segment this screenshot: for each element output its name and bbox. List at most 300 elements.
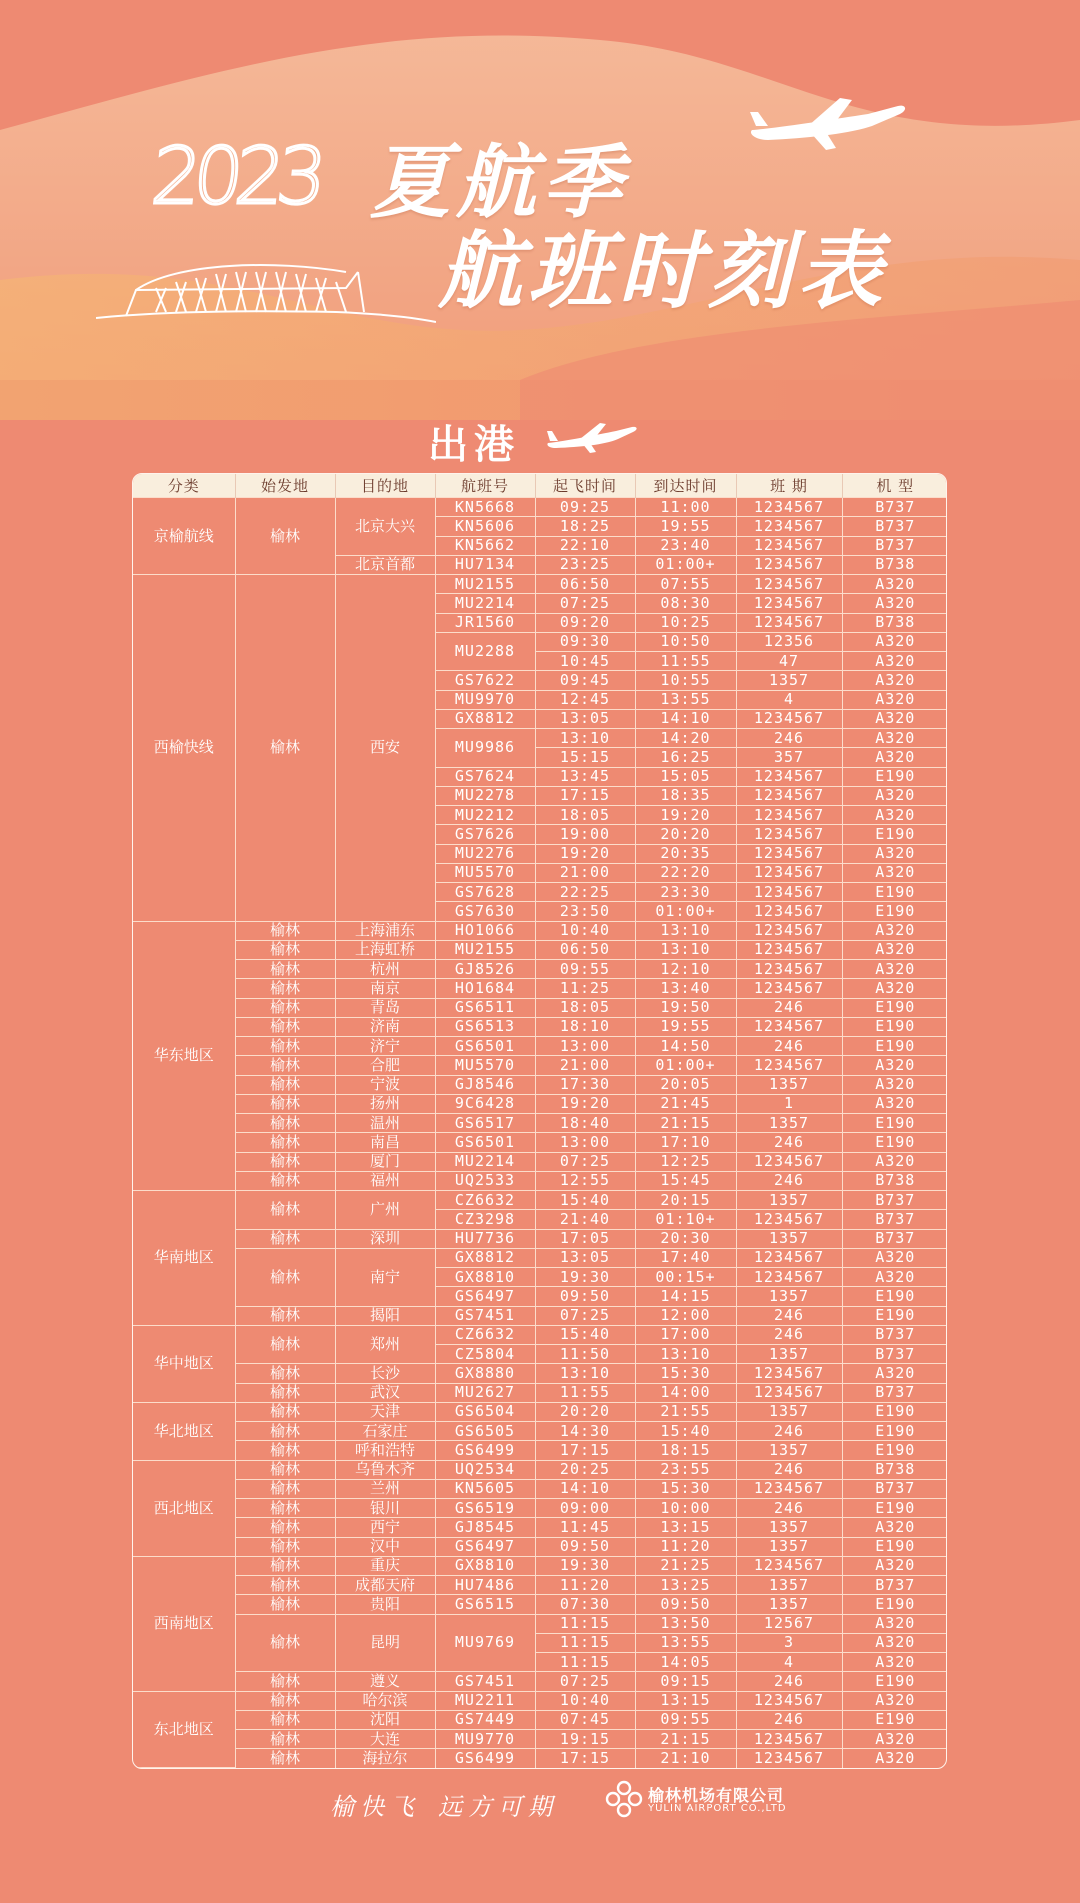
schedule-days-cell: 246 <box>736 1499 842 1518</box>
flight-row <box>133 1094 947 1113</box>
flight-number-cell: GX8810 <box>435 1556 535 1575</box>
arrival-time-cell: 01:00+ <box>635 1056 736 1075</box>
schedule-days-cell: 1234567 <box>736 1364 842 1383</box>
aircraft-type-cell: A320 <box>842 1556 947 1575</box>
aircraft-type-cell: B738 <box>842 1460 947 1479</box>
schedule-days-cell: 47 <box>736 652 842 671</box>
flight-number-cell: GS6497 <box>435 1537 535 1556</box>
origin-cell: 榆林 <box>235 1325 335 1364</box>
departure-time-cell: 17:15 <box>535 786 635 805</box>
arrival-time-cell: 11:55 <box>635 652 736 671</box>
origin-cell: 榆林 <box>235 1499 335 1518</box>
schedule-days-cell: 1 <box>736 1094 842 1113</box>
flight-number-cell: MU2155 <box>435 575 535 594</box>
flight-number-cell: MU2211 <box>435 1691 535 1710</box>
flight-number-cell: MU2155 <box>435 940 535 959</box>
origin-cell: 榆林 <box>235 1422 335 1441</box>
aircraft-type-cell: A320 <box>842 1653 947 1672</box>
table-header-row <box>133 474 947 498</box>
schedule-days-cell: 1234567 <box>736 1152 842 1171</box>
title-season: 夏航季 <box>370 136 628 229</box>
destination-cell: 海拉尔 <box>335 1749 435 1768</box>
schedule-days-cell: 3 <box>736 1633 842 1652</box>
arrival-time-cell: 10:25 <box>635 613 736 632</box>
destination-cell: 扬州 <box>335 1094 435 1113</box>
destination-cell: 上海虹桥 <box>335 940 435 959</box>
flight-number-cell: GX8812 <box>435 709 535 728</box>
flight-number-cell: GS6517 <box>435 1114 535 1133</box>
destination-cell: 深圳 <box>335 1229 435 1248</box>
schedule-days-cell: 1357 <box>736 1191 842 1210</box>
arrival-time-cell: 10:00 <box>635 1499 736 1518</box>
aircraft-type-cell: A320 <box>842 863 947 882</box>
flight-number-cell: CZ3298 <box>435 1210 535 1229</box>
departure-time-cell: 14:30 <box>535 1422 635 1441</box>
aircraft-type-cell: B738 <box>842 555 947 574</box>
destination-cell: 南宁 <box>335 1248 435 1306</box>
origin-cell: 榆林 <box>235 1441 335 1460</box>
flight-number-cell: GS7624 <box>435 767 535 786</box>
flight-number-cell: GS6499 <box>435 1749 535 1768</box>
schedule-days-cell: 1234567 <box>736 1017 842 1036</box>
aircraft-type-cell: A320 <box>842 632 947 651</box>
flight-number-cell: GJ8546 <box>435 1075 535 1094</box>
arrival-time-cell: 23:40 <box>635 536 736 555</box>
arrival-time-cell: 19:50 <box>635 998 736 1017</box>
departure-time-cell: 15:15 <box>535 748 635 767</box>
arrival-time-cell: 01:00+ <box>635 902 736 921</box>
arrival-time-cell: 15:05 <box>635 767 736 786</box>
arrival-time-cell: 07:55 <box>635 575 736 594</box>
destination-cell: 石家庄 <box>335 1422 435 1441</box>
flight-number-cell: JR1560 <box>435 613 535 632</box>
origin-cell: 榆林 <box>235 1075 335 1094</box>
aircraft-type-cell: A320 <box>842 921 947 940</box>
aircraft-type-cell: B737 <box>842 1576 947 1595</box>
departure-time-cell: 23:25 <box>535 555 635 574</box>
arrival-time-cell: 15:30 <box>635 1479 736 1498</box>
departure-time-cell: 20:20 <box>535 1402 635 1421</box>
departure-time-cell: 10:45 <box>535 652 635 671</box>
flight-number-cell: GJ8545 <box>435 1518 535 1537</box>
departure-time-cell: 14:10 <box>535 1479 635 1498</box>
flight-number-cell: HU7736 <box>435 1229 535 1248</box>
destination-cell: 宁波 <box>335 1075 435 1094</box>
header-category: 分类 <box>133 474 235 498</box>
destination-cell: 昆明 <box>335 1614 435 1672</box>
departure-time-cell: 15:40 <box>535 1325 635 1344</box>
flight-number-cell: GS6497 <box>435 1287 535 1306</box>
origin-cell: 榆林 <box>235 1114 335 1133</box>
schedule-days-cell: 1234567 <box>736 1268 842 1287</box>
flight-number-cell: MU5570 <box>435 1056 535 1075</box>
aircraft-type-cell: A320 <box>842 729 947 748</box>
departure-time-cell: 18:40 <box>535 1114 635 1133</box>
schedule-days-cell: 246 <box>736 1325 842 1344</box>
destination-cell: 南昌 <box>335 1133 435 1152</box>
arrival-time-cell: 08:30 <box>635 594 736 613</box>
flight-number-cell: KN5605 <box>435 1479 535 1498</box>
destination-cell: 温州 <box>335 1114 435 1133</box>
schedule-days-cell: 1357 <box>736 671 842 690</box>
schedule-days-cell: 1234567 <box>736 1691 842 1710</box>
arrival-time-cell: 16:25 <box>635 748 736 767</box>
origin-cell: 榆林 <box>235 979 335 998</box>
departure-time-cell: 13:10 <box>535 729 635 748</box>
arrival-time-cell: 09:15 <box>635 1672 736 1691</box>
flight-number-cell: GS6513 <box>435 1017 535 1036</box>
aircraft-type-cell: A320 <box>842 1248 947 1267</box>
origin-cell: 榆林 <box>235 1152 335 1171</box>
departure-time-cell: 11:50 <box>535 1345 635 1364</box>
category-cell: 华南地区 <box>133 1191 235 1326</box>
departure-time-cell: 12:45 <box>535 690 635 709</box>
departure-time-cell: 09:55 <box>535 960 635 979</box>
origin-cell: 榆林 <box>235 1518 335 1537</box>
departure-time-cell: 18:05 <box>535 998 635 1017</box>
origin-cell: 榆林 <box>235 1710 335 1729</box>
flight-number-cell: GS7451 <box>435 1306 535 1325</box>
flight-row <box>133 1422 947 1441</box>
destination-cell: 厦门 <box>335 1152 435 1171</box>
aircraft-type-cell: A320 <box>842 786 947 805</box>
origin-cell: 榆林 <box>235 1749 335 1768</box>
destination-cell: 汉中 <box>335 1537 435 1556</box>
arrival-time-cell: 21:25 <box>635 1556 736 1575</box>
arrival-time-cell: 20:15 <box>635 1191 736 1210</box>
flight-row <box>133 1191 947 1210</box>
flight-row <box>133 1325 947 1344</box>
departure-time-cell: 22:10 <box>535 536 635 555</box>
aircraft-type-cell: E190 <box>842 1306 947 1325</box>
arrival-time-cell: 09:50 <box>635 1595 736 1614</box>
destination-cell: 银川 <box>335 1499 435 1518</box>
schedule-days-cell: 246 <box>736 1133 842 1152</box>
footer-slogan-part2: 远方可期 <box>438 1793 558 1821</box>
departure-time-cell: 13:00 <box>535 1037 635 1056</box>
flight-row <box>133 1518 947 1537</box>
title-timetable: 航班时刻表 <box>438 222 889 320</box>
aircraft-type-cell: E190 <box>842 1672 947 1691</box>
departure-time-cell: 19:00 <box>535 825 635 844</box>
destination-cell: 杭州 <box>335 960 435 979</box>
flight-row <box>133 1479 947 1498</box>
terminal-building-illustration <box>96 232 436 332</box>
destination-cell: 济宁 <box>335 1037 435 1056</box>
aircraft-type-cell: A320 <box>842 690 947 709</box>
arrival-time-cell: 01:00+ <box>635 555 736 574</box>
flight-timetable <box>132 473 947 1769</box>
aircraft-type-cell: B737 <box>842 1479 947 1498</box>
flight-row <box>133 921 947 940</box>
schedule-days-cell: 1234567 <box>736 883 842 902</box>
departure-time-cell: 18:05 <box>535 806 635 825</box>
arrival-time-cell: 17:40 <box>635 1248 736 1267</box>
departure-time-cell: 09:00 <box>535 1499 635 1518</box>
origin-cell: 榆林 <box>235 498 335 575</box>
aircraft-type-cell: A320 <box>842 1518 947 1537</box>
origin-cell: 榆林 <box>235 1479 335 1498</box>
schedule-days-cell: 1234567 <box>736 1248 842 1267</box>
aircraft-type-cell: B737 <box>842 1325 947 1344</box>
aircraft-type-cell: E190 <box>842 1017 947 1036</box>
departure-time-cell: 17:15 <box>535 1441 635 1460</box>
destination-cell: 济南 <box>335 1017 435 1036</box>
flight-row <box>133 1017 947 1036</box>
flight-number-cell: HO1684 <box>435 979 535 998</box>
destination-cell: 成都天府 <box>335 1576 435 1595</box>
flight-row <box>133 1749 947 1768</box>
flight-number-cell: GS6505 <box>435 1422 535 1441</box>
departure-time-cell: 07:25 <box>535 1152 635 1171</box>
category-cell: 京榆航线 <box>133 498 235 575</box>
schedule-days-cell: 1234567 <box>736 863 842 882</box>
flight-number-cell: MU2212 <box>435 806 535 825</box>
flight-number-cell: GS6501 <box>435 1133 535 1152</box>
flight-row <box>133 1556 947 1575</box>
departure-time-cell: 21:40 <box>535 1210 635 1229</box>
flight-row <box>133 1075 947 1094</box>
aircraft-type-cell: A320 <box>842 1152 947 1171</box>
flight-row <box>133 998 947 1017</box>
category-cell: 华中地区 <box>133 1325 235 1402</box>
destination-cell: 呼和浩特 <box>335 1441 435 1460</box>
departure-time-cell: 11:55 <box>535 1383 635 1402</box>
schedule-days-cell: 1234567 <box>736 1210 842 1229</box>
departure-time-cell: 10:40 <box>535 921 635 940</box>
schedule-days-cell: 12567 <box>736 1614 842 1633</box>
arrival-time-cell: 20:30 <box>635 1229 736 1248</box>
departure-time-cell: 19:30 <box>535 1556 635 1575</box>
schedule-days-cell: 1234567 <box>736 517 842 536</box>
flight-number-cell: GS7628 <box>435 883 535 902</box>
arrival-time-cell: 10:50 <box>635 632 736 651</box>
flight-number-cell: MU2278 <box>435 786 535 805</box>
flight-number-cell: MU2214 <box>435 1152 535 1171</box>
header-origin: 始发地 <box>235 474 335 498</box>
schedule-days-cell: 246 <box>736 1171 842 1190</box>
origin-cell: 榆林 <box>235 575 335 922</box>
departure-time-cell: 20:25 <box>535 1460 635 1479</box>
flight-number-cell: GS6511 <box>435 998 535 1017</box>
departure-time-cell: 09:25 <box>535 498 635 517</box>
aircraft-type-cell: A320 <box>842 806 947 825</box>
departure-time-cell: 21:00 <box>535 863 635 882</box>
schedule-days-cell: 1234567 <box>736 498 842 517</box>
aircraft-type-cell: B737 <box>842 1210 947 1229</box>
flight-row <box>133 1306 947 1325</box>
origin-cell: 榆林 <box>235 1614 335 1672</box>
destination-cell: 上海浦东 <box>335 921 435 940</box>
arrival-time-cell: 10:55 <box>635 671 736 690</box>
destination-cell: 遵义 <box>335 1672 435 1691</box>
arrival-time-cell: 21:55 <box>635 1402 736 1421</box>
aircraft-type-cell: A320 <box>842 1691 947 1710</box>
schedule-days-cell: 1234567 <box>736 979 842 998</box>
timetable-table <box>133 474 947 1768</box>
timetable-body <box>133 498 947 1768</box>
aircraft-type-cell: A320 <box>842 1614 947 1633</box>
aircraft-type-cell: B737 <box>842 1345 947 1364</box>
origin-cell: 榆林 <box>235 921 335 940</box>
aircraft-type-cell: B738 <box>842 1171 947 1190</box>
departure-time-cell: 19:30 <box>535 1268 635 1287</box>
flight-row <box>133 1171 947 1190</box>
arrival-time-cell: 22:20 <box>635 863 736 882</box>
flight-number-cell: MU2288 <box>435 632 535 671</box>
schedule-days-cell: 246 <box>736 1672 842 1691</box>
flight-number-cell: HU7486 <box>435 1576 535 1595</box>
flight-row <box>133 1056 947 1075</box>
arrival-time-cell: 15:40 <box>635 1422 736 1441</box>
aircraft-type-cell: E190 <box>842 902 947 921</box>
schedule-days-cell: 1234567 <box>736 825 842 844</box>
destination-cell: 南京 <box>335 979 435 998</box>
header-destination: 目的地 <box>335 474 435 498</box>
arrival-time-cell: 09:55 <box>635 1710 736 1729</box>
schedule-days-cell: 1357 <box>736 1402 842 1421</box>
arrival-time-cell: 13:10 <box>635 940 736 959</box>
footer-slogan-part1: 榆快飞 <box>330 1793 420 1821</box>
schedule-days-cell: 1234567 <box>736 786 842 805</box>
aircraft-type-cell: A320 <box>842 1749 947 1768</box>
schedule-days-cell: 1234567 <box>736 806 842 825</box>
aircraft-type-cell: A320 <box>842 1094 947 1113</box>
flight-number-cell: MU9986 <box>435 729 535 768</box>
flight-row <box>133 1614 947 1633</box>
departure-time-cell: 19:20 <box>535 1094 635 1113</box>
departure-time-cell: 18:25 <box>535 517 635 536</box>
flight-row <box>133 1037 947 1056</box>
flight-number-cell: GS7626 <box>435 825 535 844</box>
origin-cell: 榆林 <box>235 1037 335 1056</box>
schedule-days-cell: 1234567 <box>736 575 842 594</box>
flight-number-cell: UQ2533 <box>435 1171 535 1190</box>
flight-number-cell: MU9770 <box>435 1730 535 1749</box>
destination-cell: 北京首都 <box>335 555 435 574</box>
flight-row <box>133 1152 947 1171</box>
departure-time-cell: 10:40 <box>535 1691 635 1710</box>
arrival-time-cell: 12:10 <box>635 960 736 979</box>
origin-cell: 榆林 <box>235 1537 335 1556</box>
arrival-time-cell: 01:10+ <box>635 1210 736 1229</box>
schedule-days-cell: 1234567 <box>736 1749 842 1768</box>
flight-number-cell: HO1066 <box>435 921 535 940</box>
aircraft-type-cell: B737 <box>842 517 947 536</box>
flight-row <box>133 575 947 594</box>
destination-cell: 合肥 <box>335 1056 435 1075</box>
flight-row <box>133 1441 947 1460</box>
flight-number-cell: GS6519 <box>435 1499 535 1518</box>
aircraft-type-cell: E190 <box>842 1441 947 1460</box>
arrival-time-cell: 19:20 <box>635 806 736 825</box>
arrival-time-cell: 15:45 <box>635 1171 736 1190</box>
flight-number-cell: 9C6428 <box>435 1094 535 1113</box>
flight-number-cell: GS6499 <box>435 1441 535 1460</box>
aircraft-type-cell: A320 <box>842 940 947 959</box>
origin-cell: 榆林 <box>235 998 335 1017</box>
flight-row <box>133 1114 947 1133</box>
arrival-time-cell: 23:30 <box>635 883 736 902</box>
aircraft-type-cell: A320 <box>842 709 947 728</box>
flight-number-cell: KN5668 <box>435 498 535 517</box>
schedule-days-cell: 246 <box>736 998 842 1017</box>
flight-row <box>133 1730 947 1749</box>
schedule-days-cell: 12356 <box>736 632 842 651</box>
aircraft-type-cell: B737 <box>842 1229 947 1248</box>
header-departure-time: 起飞时间 <box>535 474 635 498</box>
arrival-time-cell: 13:50 <box>635 1614 736 1633</box>
origin-cell: 榆林 <box>235 1248 335 1306</box>
aircraft-type-cell: E190 <box>842 883 947 902</box>
schedule-days-cell: 1234567 <box>736 594 842 613</box>
arrival-time-cell: 13:40 <box>635 979 736 998</box>
aircraft-type-cell: A320 <box>842 1364 947 1383</box>
flight-row <box>133 940 947 959</box>
category-cell: 西南地区 <box>133 1556 235 1691</box>
flight-row <box>133 1499 947 1518</box>
arrival-time-cell: 18:15 <box>635 1441 736 1460</box>
schedule-days-cell: 4 <box>736 1653 842 1672</box>
schedule-days-cell: 1234567 <box>736 1383 842 1402</box>
destination-cell: 武汉 <box>335 1383 435 1402</box>
arrival-time-cell: 19:55 <box>635 1017 736 1036</box>
departure-airplane-icon <box>546 421 638 453</box>
aircraft-type-cell: B737 <box>842 536 947 555</box>
destination-cell: 福州 <box>335 1171 435 1190</box>
departure-time-cell: 09:45 <box>535 671 635 690</box>
origin-cell: 榆林 <box>235 940 335 959</box>
category-cell: 西榆快线 <box>133 575 235 922</box>
flight-number-cell: CZ6632 <box>435 1191 535 1210</box>
origin-cell: 榆林 <box>235 1460 335 1479</box>
aircraft-type-cell: E190 <box>842 1422 947 1441</box>
aircraft-type-cell: E190 <box>842 1133 947 1152</box>
flight-row <box>133 1402 947 1421</box>
destination-cell: 郑州 <box>335 1325 435 1364</box>
origin-cell: 榆林 <box>235 1383 335 1402</box>
departure-time-cell: 13:00 <box>535 1133 635 1152</box>
arrival-time-cell: 20:20 <box>635 825 736 844</box>
destination-cell: 天津 <box>335 1402 435 1421</box>
flight-number-cell: KN5662 <box>435 536 535 555</box>
aircraft-type-cell: A320 <box>842 1633 947 1652</box>
flight-row <box>133 1383 947 1402</box>
schedule-days-cell: 1234567 <box>736 1556 842 1575</box>
departure-time-cell: 17:05 <box>535 1229 635 1248</box>
header-aircraft-type: 机 型 <box>842 474 947 498</box>
aircraft-type-cell: A320 <box>842 979 947 998</box>
flight-number-cell: GS6504 <box>435 1402 535 1421</box>
aircraft-type-cell: A320 <box>842 748 947 767</box>
departure-time-cell: 13:05 <box>535 709 635 728</box>
schedule-days-cell: 1234567 <box>736 1730 842 1749</box>
arrival-time-cell: 11:00 <box>635 498 736 517</box>
schedule-days-cell: 246 <box>736 1460 842 1479</box>
destination-cell: 贵阳 <box>335 1595 435 1614</box>
arrival-time-cell: 21:10 <box>635 1749 736 1768</box>
departure-time-cell: 11:25 <box>535 979 635 998</box>
arrival-time-cell: 12:00 <box>635 1306 736 1325</box>
arrival-time-cell: 18:35 <box>635 786 736 805</box>
title-year: 2023 <box>147 132 324 222</box>
aircraft-type-cell: B737 <box>842 1383 947 1402</box>
destination-cell: 沈阳 <box>335 1710 435 1729</box>
origin-cell: 榆林 <box>235 1364 335 1383</box>
aircraft-type-cell: E190 <box>842 1287 947 1306</box>
schedule-days-cell: 4 <box>736 690 842 709</box>
origin-cell: 榆林 <box>235 1094 335 1113</box>
